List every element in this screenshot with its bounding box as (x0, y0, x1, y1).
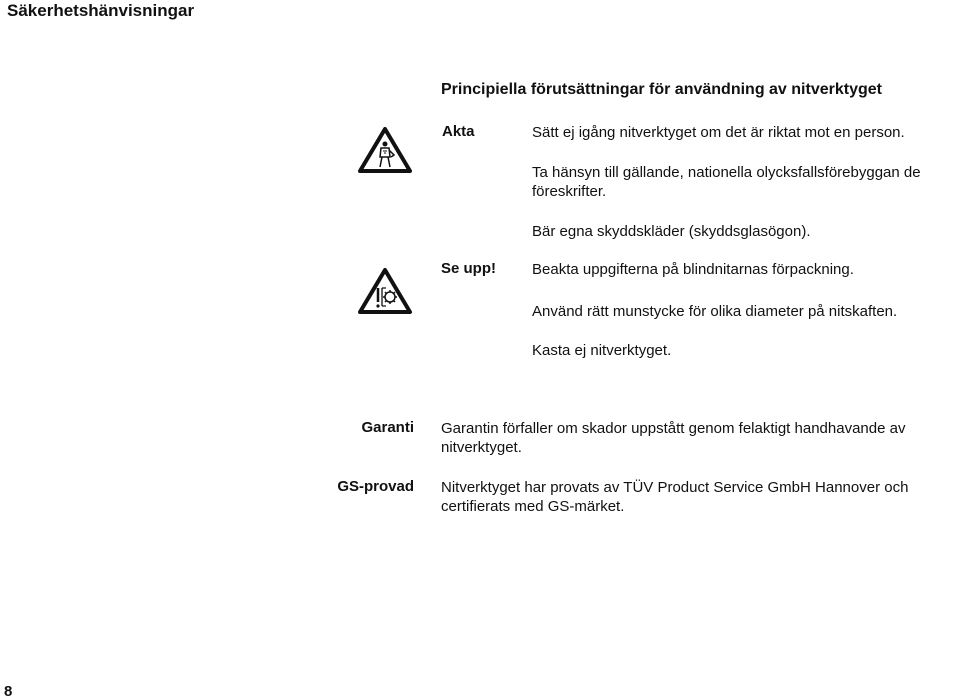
gs-label: GS-provad (337, 478, 414, 495)
guarantee-text: Garantin förfaller om skador uppstått genom felaktigt handhavande av nitverktyget. (441, 420, 906, 456)
warning-item-1: Sätt ej igång nitverktyget om det är riktat mot en person. (532, 124, 905, 141)
page-number: 8 (4, 683, 13, 700)
caution-label: Se upp! (441, 260, 496, 277)
warning-item-3: Bär egna skyddskläder (skyddsglasögon). (532, 223, 811, 240)
gs-text: Nitverktyget har provats av TÜV Product Service GmbH Hannover och certifierats med GS-märket. (441, 479, 909, 515)
warning-item-2: Ta hänsyn till gällande, nationella olycksfallsförebyggan de föreskrifter. (532, 164, 921, 200)
caution-item-3: Kasta ej nitverktyget. (532, 342, 672, 359)
caution-machine-icon (357, 266, 413, 316)
warning-person-icon (357, 125, 413, 175)
guarantee-label: Garanti (361, 419, 414, 436)
caution-item-2: Använd rätt munstycke för olika diameter på nitskaften. (532, 303, 898, 320)
caution-item-1: Beakta uppgifterna på blindnitarnas förpackning. (532, 261, 854, 278)
section-heading: Principiella förutsättningar för användning av nitverktyget (441, 81, 882, 98)
page-title: Säkerhetshänvisningar (7, 1, 195, 20)
warning-label: Akta (442, 123, 475, 140)
